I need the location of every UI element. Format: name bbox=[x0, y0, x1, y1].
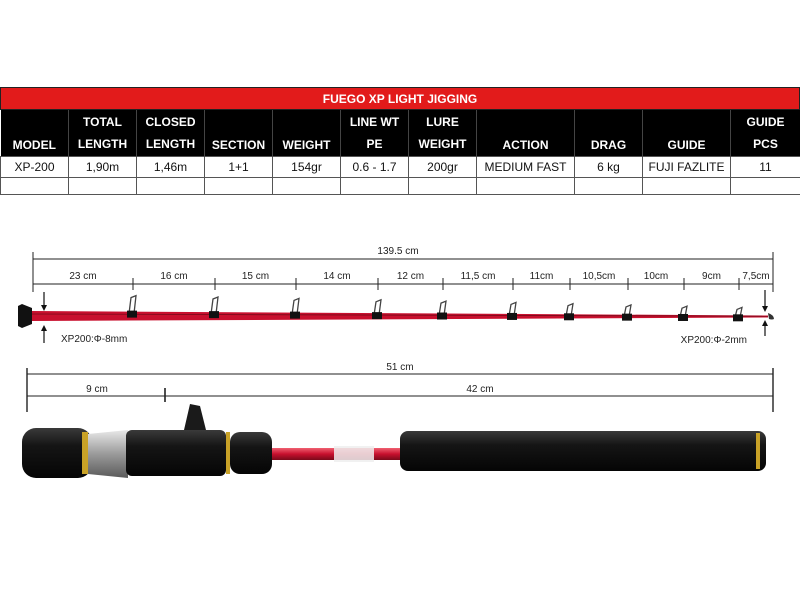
guide-wrap bbox=[678, 314, 688, 321]
col-header-text: GUIDE bbox=[667, 138, 706, 152]
blank-seg-label: 7,5cm bbox=[742, 271, 770, 282]
table-cell: XP-200 bbox=[1, 157, 69, 178]
fore-trim-1 bbox=[226, 432, 230, 474]
guide-wrap bbox=[437, 313, 447, 320]
front-grip bbox=[400, 431, 766, 471]
col-header-text: LENGTH bbox=[145, 137, 196, 151]
rod-blank bbox=[18, 296, 774, 328]
table-cell: MEDIUM FAST bbox=[477, 157, 575, 178]
blank-seg-label: 11,5 cm bbox=[460, 271, 496, 282]
guide-wrap bbox=[733, 314, 743, 321]
col-header-text: CLOSED bbox=[145, 115, 196, 129]
blank-total-label: 139.5 cm bbox=[377, 246, 419, 257]
blank-seg-label: 10,5cm bbox=[582, 271, 616, 282]
col-header-text: MODEL bbox=[12, 138, 56, 152]
col-header-text: GUIDE bbox=[746, 115, 785, 129]
blank-seg-label: 10cm bbox=[643, 271, 669, 282]
reel-seat-ring bbox=[88, 430, 128, 478]
table-title: FUEGO XP LIGHT JIGGING bbox=[0, 87, 800, 110]
blank-seg-label: 14 cm bbox=[323, 271, 351, 282]
reel-seat bbox=[126, 430, 226, 476]
handle-dimension bbox=[27, 362, 773, 412]
blank-seg-label: 9cm bbox=[702, 271, 721, 282]
model-decal bbox=[334, 446, 374, 462]
table-cell: 154gr bbox=[273, 157, 341, 178]
table-cell: 11 bbox=[731, 157, 800, 178]
guide-wrap bbox=[507, 313, 517, 320]
blank-seg-label: 23 cm bbox=[69, 271, 97, 282]
blank-seg-label: 16 cm bbox=[160, 271, 188, 282]
tip-diameter-marker bbox=[762, 290, 768, 336]
table-cell: 200gr bbox=[409, 157, 477, 178]
col-header-text: LURE bbox=[426, 115, 459, 129]
col-header-text: PE bbox=[366, 137, 383, 151]
col-header-text: LENGTH bbox=[77, 137, 128, 151]
tip-diameter-label: XP200:Φ-2mm bbox=[680, 335, 747, 346]
front-grip-trim bbox=[756, 433, 760, 469]
guide-wrap bbox=[209, 311, 219, 318]
col-header-text: WEIGHT bbox=[282, 138, 331, 152]
col-header-text: TOTAL bbox=[83, 115, 122, 129]
butt-diameter-label: XP200:Φ-8mm bbox=[61, 334, 128, 345]
tip-top-guide bbox=[768, 313, 774, 320]
col-header-text: LINE WT bbox=[349, 115, 400, 129]
table-cell: 1,90m bbox=[69, 157, 137, 178]
col-header-text: DRAG bbox=[590, 138, 627, 152]
trigger bbox=[184, 404, 206, 430]
col-header-text: PCS bbox=[753, 137, 778, 151]
guide-wrap bbox=[564, 313, 574, 320]
col-header-text: ACTION bbox=[502, 138, 549, 152]
rear-grip bbox=[22, 428, 92, 478]
col-header-text: SECTION bbox=[211, 138, 266, 152]
guide-wrap bbox=[372, 312, 382, 319]
rod-handle bbox=[22, 404, 766, 478]
table-cell: 6 kg bbox=[575, 157, 643, 178]
butt-cap bbox=[18, 304, 32, 328]
blank-seg-label: 12 cm bbox=[396, 271, 425, 282]
table-cell: 0.6 - 1.7 bbox=[341, 157, 409, 178]
handle-seg-label-2: 42 cm bbox=[466, 384, 494, 395]
col-header-text: WEIGHT bbox=[418, 137, 467, 151]
rear-grip-trim bbox=[82, 432, 88, 474]
guide-wrap bbox=[290, 312, 300, 319]
table-cell: 1+1 bbox=[205, 157, 273, 178]
blank-seg-label: 15 cm bbox=[241, 271, 270, 282]
table-cell: FUJI FAZLITE bbox=[643, 157, 731, 178]
fore-grip bbox=[230, 432, 272, 474]
table-cell: 1,46m bbox=[137, 157, 205, 178]
blank-seg-label: 11cm bbox=[529, 271, 554, 282]
guide-wrap bbox=[622, 314, 632, 321]
handle-seg-label-1: 9 cm bbox=[86, 384, 108, 395]
blank-dimension bbox=[33, 246, 773, 292]
handle-total-label: 51 cm bbox=[386, 362, 414, 373]
guide-wrap bbox=[127, 311, 137, 318]
